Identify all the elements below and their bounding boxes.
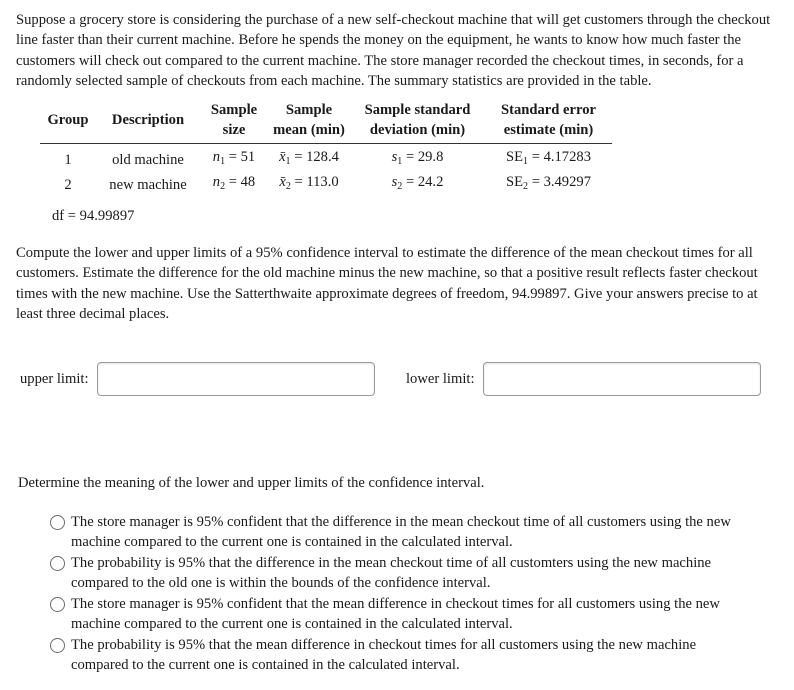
cell-description: new machine [109, 176, 187, 193]
option-text: The store manager is 95% confident that the difference in the mean checkout time of all customers using the new machine compared to the current one is contained in the calculated interval. [71, 514, 731, 551]
radio-button[interactable] [50, 515, 65, 530]
cell-sample-sd: $s_2 = 24.2$ [391, 174, 444, 192]
compute-instructions: Compute the lower and upper limits of a 95% confidence interval to estimate the difference of the mean checkout times for all customers. Estimate the difference for the old machine minus the new machine, so that a positive result reflects faster checkout times with the new machine. Use the Satterthwaite approximate degrees of freedom, 94.99897. Give your answers precise to at least three decimal places. [16, 245, 758, 323]
header-sample-mean: Sample mean (min) [273, 102, 345, 138]
meaning-prompt: Determine the meaning of the lower and upper limits of the confidence interval. [18, 475, 485, 491]
upper-limit-label: upper limit: [20, 371, 89, 387]
summary-statistics-table [40, 100, 612, 197]
radio-button[interactable] [50, 597, 65, 612]
cell-sample-mean: $x̄_1 = 128.4$ [279, 149, 339, 167]
cell-description: old machine [112, 151, 184, 168]
lower-limit-input[interactable] [483, 362, 761, 396]
header-standard-error: Standard error estimate (min) [501, 102, 596, 138]
cell-sample-size: $n_2 = 48$ [212, 174, 256, 192]
radio-button[interactable] [50, 556, 65, 571]
cell-standard-error: $SE_1 = 4.17283$ [506, 149, 591, 167]
upper-limit-input[interactable] [97, 362, 375, 396]
header-sample-sd: Sample standard deviation (min) [364, 102, 471, 138]
cell-standard-error: $SE_2 = 3.49297$ [506, 174, 591, 192]
cell-group: 1 [64, 151, 72, 168]
table-row [40, 144, 612, 173]
header-description: Description [111, 112, 185, 128]
table-header-row [40, 100, 612, 144]
option-text: The probability is 95% that the difference in the mean checkout time of all customters using the new machine compared to the old one is within the bounds of the confidence interval. [71, 555, 712, 592]
cell-sample-mean: $x̄_2 = 113.0$ [279, 174, 339, 192]
intro-paragraph: Suppose a grocery store is considering the purchase of a new self-checkout machine that will get customers through the checkout line faster than their current machine. Before he spends the money on the equipment, he wants to know how much faster the customers will check out compared to the current machine. The store manager recorded the checkout times, in seconds, for a randomly selected sample of checkouts from each machine. The summary statistics are provided in the table. [16, 12, 771, 90]
header-sample-size: Sample size [210, 102, 258, 138]
header-group: Group [47, 112, 89, 128]
lower-limit-label: lower limit: [406, 371, 475, 387]
cell-sample-sd: $s_1 = 29.8$ [391, 149, 444, 167]
option-text: The store manager is 95% confident that the mean difference in checkout times for all customers using the new machine compared to the current one is contained in the calculated interval. [71, 596, 720, 633]
degrees-of-freedom: df = 94.99897 [52, 208, 135, 224]
cell-group: 2 [64, 176, 72, 193]
table-row [40, 172, 612, 197]
option-text: The probability is 95% that the mean difference in checkout times for all customers using the new machine compared to the current one is contained in the calculated interval. [71, 637, 697, 674]
cell-sample-size: $n_1 = 51$ [212, 149, 256, 167]
radio-button[interactable] [50, 638, 65, 653]
